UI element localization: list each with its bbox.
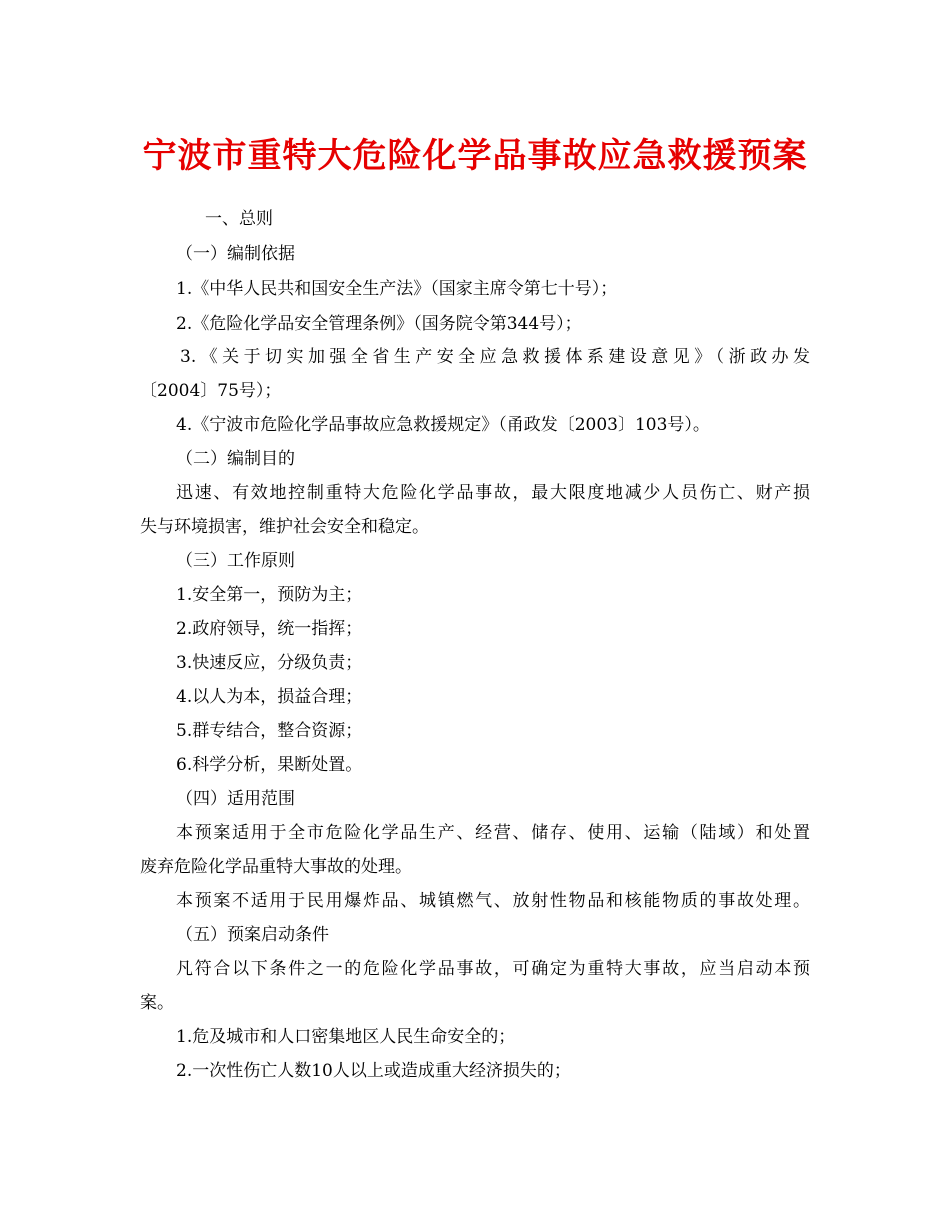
scope-paragraph: 本预案适用于全市危险化学品生产、经营、储存、使用、运输（陆域）和处置	[176, 823, 810, 843]
basis-item-4: 4.《宁波市危险化学品事故应急救援规定》（甬政发〔2003〕103号）。	[176, 415, 710, 435]
subsection-heading-purpose: （二）编制目的	[176, 449, 295, 469]
scope-paragraph-continued: 废弃危险化学品重特大事故的处理。	[140, 857, 412, 877]
basis-item-3: 3.《关于切实加强全省生产安全应急救援体系建设意见》（浙政办发	[180, 347, 810, 367]
activation-paragraph-continued: 案。	[140, 993, 174, 1013]
subsection-heading-scope: （四）适用范围	[176, 789, 295, 809]
purpose-paragraph: 迅速、有效地控制重特大危险化学品事故，最大限度地减少人员伤亡、财产损	[176, 483, 810, 503]
section-heading-general: 一、总则	[205, 209, 273, 229]
principle-item-3: 3.快速反应，分级负责；	[176, 653, 363, 673]
subsection-heading-basis: （一）编制依据	[176, 244, 295, 264]
principle-item-2: 2.政府领导，统一指挥；	[176, 619, 363, 639]
principle-item-4: 4.以人为本，损益合理；	[176, 687, 363, 707]
subsection-heading-principles: （三）工作原则	[176, 551, 295, 571]
principle-item-5: 5.群专结合，整合资源；	[176, 721, 363, 741]
scope-exclusion-paragraph: 本预案不适用于民用爆炸品、城镇燃气、放射性物品和核能物质的事故处理。	[176, 891, 810, 911]
activation-item-2: 2.一次性伤亡人数10人以上或造成重大经济损失的；	[176, 1061, 571, 1081]
principle-item-6: 6.科学分析，果断处置。	[176, 755, 363, 775]
principle-item-1: 1.安全第一，预防为主；	[176, 585, 363, 605]
basis-item-2: 2.《危险化学品安全管理条例》（国务院令第344号）；	[176, 314, 582, 334]
activation-item-1: 1.危及城市和人口密集地区人民生命安全的；	[176, 1027, 516, 1047]
document-title: 宁波市重特大危险化学品事故应急救援预案	[142, 136, 808, 176]
subsection-heading-activation: （五）预案启动条件	[176, 925, 329, 945]
activation-paragraph: 凡符合以下条件之一的危险化学品事故，可确定为重特大事故，应当启动本预	[176, 959, 810, 979]
basis-item-3-continued: 〔2004〕75号）；	[140, 381, 282, 401]
basis-item-1: 1.《中华人民共和国安全生产法》（国家主席令第七十号）；	[176, 279, 618, 299]
purpose-paragraph-continued: 失与环境损害，维护社会安全和稳定。	[140, 517, 429, 537]
